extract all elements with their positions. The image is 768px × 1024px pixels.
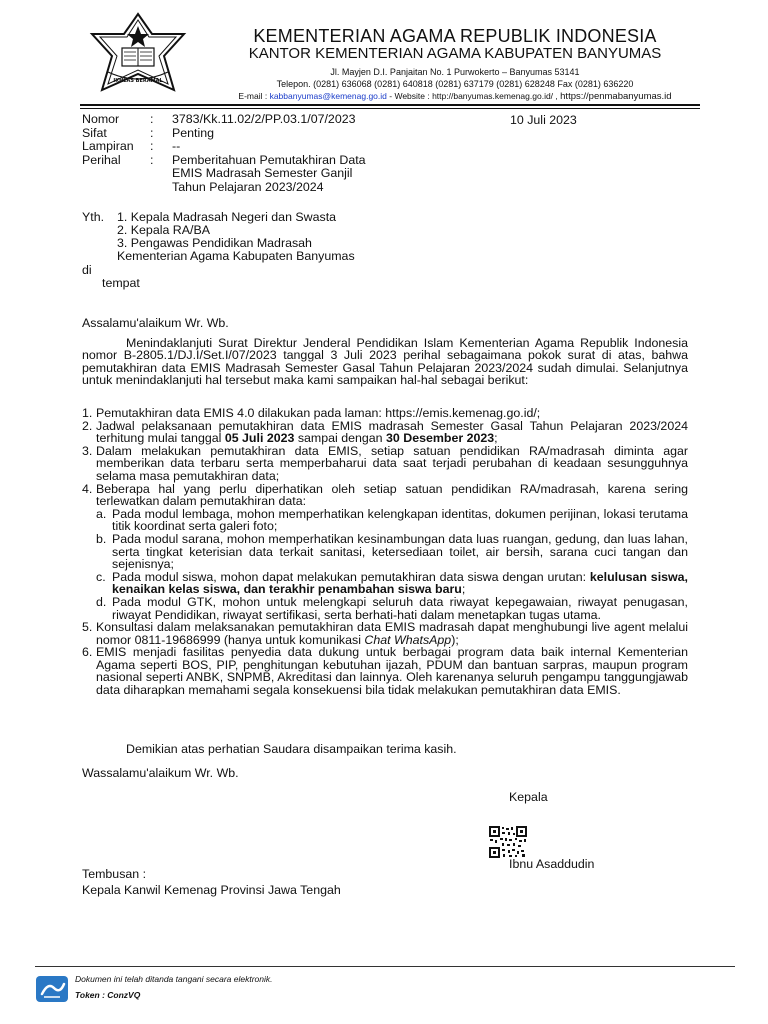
qr-code-icon bbox=[489, 826, 527, 858]
meta-colon: : bbox=[150, 112, 154, 126]
recipients bbox=[82, 211, 355, 263]
point-number: 3. bbox=[82, 443, 93, 458]
order-emphasis: kelulusan siswa, kenaikan kelas siswa, dan terakhir penambahan siswa baru bbox=[112, 569, 688, 597]
point-text: EMIS menjadi fasilitas penyedia data dukung untuk berbagai program data baik internal Kementerian Agama seperti BOS, PIP, penghitungan kebutuhan ijazah, PDUM dan bantuan sarpras, maupun program nasional seperti ANBK, SNPMB, Akreditasi dan lainnya. Oleh karenanya seluruh pengampu tanggungjawab data diharapkan memahami segala konsekuensi bila tidak melakukan pemutakhiran data EMIS. bbox=[96, 645, 688, 698]
list-item bbox=[82, 621, 688, 646]
footer-rule bbox=[35, 966, 735, 967]
intro-paragraph bbox=[82, 337, 688, 387]
list-item bbox=[96, 508, 688, 533]
office-address: Jl. Mayjen D.I. Panjaitan No. 1 Purwokerto – Banyumas 53141 bbox=[330, 67, 580, 77]
sub-point-letter: c. bbox=[96, 569, 106, 584]
letterhead-rule-thin bbox=[80, 108, 700, 109]
sub-point-text: Pada modul lembaga, mohon memperhatikan kelengkapan identitas, dokumen perijinan, lokasi terutama titik koordinat serta galeri foto; bbox=[112, 506, 688, 534]
recipients-di: di bbox=[82, 263, 92, 277]
website-link[interactable]: https://penmabanyumas.id bbox=[560, 91, 672, 102]
chat-whatsapp: Chat WhatsApp bbox=[364, 632, 452, 647]
point-text: Pemutakhiran data EMIS 4.0 dilakukan pada laman: https://emis.kemenag.go.id/; bbox=[96, 406, 541, 420]
meta-key: Perihal bbox=[82, 152, 121, 167]
recipient-item: Kementerian Agama Kabupaten Banyumas bbox=[117, 249, 355, 263]
meta-row-perihal-cont bbox=[82, 167, 512, 181]
meta-row-perihal bbox=[82, 154, 512, 168]
office-telephone: Telepon. (0281) 636068 (0281) 640818 (0281) 637179 (0281) 628248 Fax (0281) 636220 bbox=[276, 79, 634, 89]
meta-key: Lampiran bbox=[82, 139, 134, 153]
greeting: Assalamu'alaikum Wr. Wb. bbox=[82, 316, 229, 330]
point-text: Dalam melakukan pemutakhiran data EMIS, setiap satuan pendidikan RA/madrasah diminta agar memberikan data terbaru serta memperbaharui data saat terjadi perubahan di keadaan sesungguhnya selama masa pemutakhiran data; bbox=[96, 443, 688, 483]
meta-colon: : bbox=[150, 152, 154, 167]
list-item bbox=[96, 533, 688, 571]
recipient-item: 2. Kepala RA/BA bbox=[117, 223, 210, 237]
letter-date: 10 Juli 2023 bbox=[510, 113, 577, 127]
signer-name: Ibnu Asaddudin bbox=[509, 857, 595, 871]
cc-recipient: Kepala Kanwil Kemenag Provinsi Jawa Tengah bbox=[82, 883, 341, 897]
recipients-label: Yth. bbox=[82, 210, 105, 224]
letterhead-rule-thick bbox=[80, 104, 700, 106]
intro-text: Menindaklanjuti Surat Direktur Jenderal Pendidikan Islam Kementerian Agama Republik Indonesia nomor B-2805.1/DJ.I/Set.I/07/2023 tanggal 3 Juli 2023 perihal sebagaimana pokok surat di atas, bahwa pemutakhiran data EMIS Madrasah Semester Gasal Tahun Pelajaran 2023/2024 sudah dimulai. Selanjutnya untuk menindaklanjuti hal tersebut maka kami sampaikan hal-hal sebagai berikut: bbox=[82, 336, 688, 388]
signer-title: Kepala bbox=[509, 790, 548, 804]
meta-row-nomor bbox=[82, 113, 512, 127]
meta-row-sifat bbox=[82, 127, 512, 141]
sub-point-letter: d. bbox=[96, 594, 107, 609]
list-item bbox=[96, 571, 688, 596]
list-item bbox=[96, 596, 688, 621]
email-label: E-mail : bbox=[238, 91, 270, 101]
meta-row-lampiran bbox=[82, 140, 512, 154]
meta-key: Nomor bbox=[82, 112, 120, 126]
recipient-item: 3. Pengawas Pendidikan Madrasah bbox=[117, 236, 312, 250]
list-item bbox=[82, 420, 688, 445]
point-number: 1. bbox=[82, 406, 93, 420]
list-item bbox=[82, 646, 688, 696]
meta-value: Penting bbox=[172, 125, 215, 140]
meta-key: Sifat bbox=[82, 125, 107, 140]
contact-line bbox=[190, 91, 720, 102]
end-date: 30 Desember 2023 bbox=[386, 431, 495, 446]
meta-value: 3783/Kk.11.02/2/PP.03.1/07/2023 bbox=[172, 112, 356, 126]
email-link[interactable]: kabbanyumas@kemenag.go.id bbox=[269, 91, 387, 101]
recipient-item: 1. Kepala Madrasah Negeri dan Swasta bbox=[117, 210, 337, 224]
point-text: Konsultasi dalam melaksanakan pemutakhiran data EMIS madrasah dapat menghubungi live agent melalui nomor 0811-19686999 (hanya untuk komunikasi Chat WhatsApp); bbox=[96, 620, 688, 647]
cc-label: Tembusan : bbox=[82, 867, 147, 881]
point-number: 4. bbox=[82, 481, 93, 496]
points-list bbox=[82, 407, 688, 697]
sub-point-text: Pada modul GTK, mohon untuk melengkapi seluruh data riwayat kepegawaian, riwayat penugasan, riwayat Pendidikan, riwayat sertifikasi, serta berhati-hati dalam menetapkan tugas utama. bbox=[112, 594, 688, 622]
e-signature-icon bbox=[36, 976, 68, 1002]
meta-value: Pemberitahuan Pemutakhiran Data bbox=[172, 152, 366, 167]
meta-value: -- bbox=[172, 139, 181, 153]
recipients-tempat: tempat bbox=[102, 276, 140, 290]
meta-colon: : bbox=[150, 125, 154, 140]
point-number: 2. bbox=[82, 418, 93, 433]
office-name: KANTOR KEMENTERIAN AGAMA KABUPATEN BANYUMAS bbox=[248, 45, 662, 62]
sub-point-letter: b. bbox=[96, 531, 107, 546]
point-text: Beberapa hal yang perlu diperhatikan oleh setiap satuan pendidikan RA/madrasah, karena sering terlewatkan dalam pemutakhiran data: bbox=[96, 481, 688, 509]
list-item bbox=[82, 445, 688, 483]
logo-motto: IKHLAS BERAMAL bbox=[113, 78, 163, 84]
carbon-copy bbox=[82, 866, 341, 898]
meta-value: Tahun Pelajaran 2023/2024 bbox=[172, 179, 324, 194]
point-number: 6. bbox=[82, 645, 93, 660]
ministry-name: KEMENTERIAN AGAMA REPUBLIK INDONESIA bbox=[253, 26, 657, 46]
sub-points-list bbox=[96, 508, 688, 621]
e-signature-note: Dokumen ini telah ditanda tangani secara elektronik. bbox=[75, 974, 273, 984]
meta-colon: : bbox=[150, 139, 154, 153]
letter-meta bbox=[82, 113, 512, 194]
point-text: Jadwal pelaksanaan pemutakhiran data EMIS madrasah Semester Gasal Tahun Pelajaran 2023/2024 terhitung mulai tanggal 05 Juli 2023 sampai dengan 30 Desember 2023; bbox=[96, 418, 688, 446]
signature-token: Token : ConzVQ bbox=[75, 990, 141, 1000]
kemenag-logo-icon bbox=[88, 12, 188, 102]
sub-point-letter: a. bbox=[96, 506, 107, 521]
start-date: 05 Juli 2023 bbox=[224, 431, 295, 446]
website-label: - Website : http://banyumas.kemenag.go.id/ , bbox=[386, 91, 561, 101]
letterhead bbox=[0, 0, 768, 108]
point-number: 5. bbox=[82, 620, 93, 635]
meta-value: EMIS Madrasah Semester Ganjil bbox=[172, 166, 353, 180]
sub-point-text: Pada modul sarana, mohon memperhatikan kesinambungan data luas ruangan, gedung, dan luas lahan, serta tingkat keterisian data terkait sanitasi, ketersediaan toilet, air bersih, sarana cuci tangan dan sejenisnya; bbox=[112, 531, 688, 572]
farewell: Wassalamu'alaikum Wr. Wb. bbox=[82, 766, 239, 780]
list-item bbox=[82, 483, 688, 622]
closing-remark: Demikian atas perhatian Saudara disampaikan terima kasih. bbox=[126, 742, 457, 756]
sub-point-text: Pada modul siswa, mohon dapat melakukan pemutakhiran data siswa dengan urutan: kelulusan siswa, kenaikan kelas siswa, dan terakhir penambahan siswa baru; bbox=[112, 569, 688, 597]
meta-row-perihal-cont bbox=[82, 181, 512, 195]
